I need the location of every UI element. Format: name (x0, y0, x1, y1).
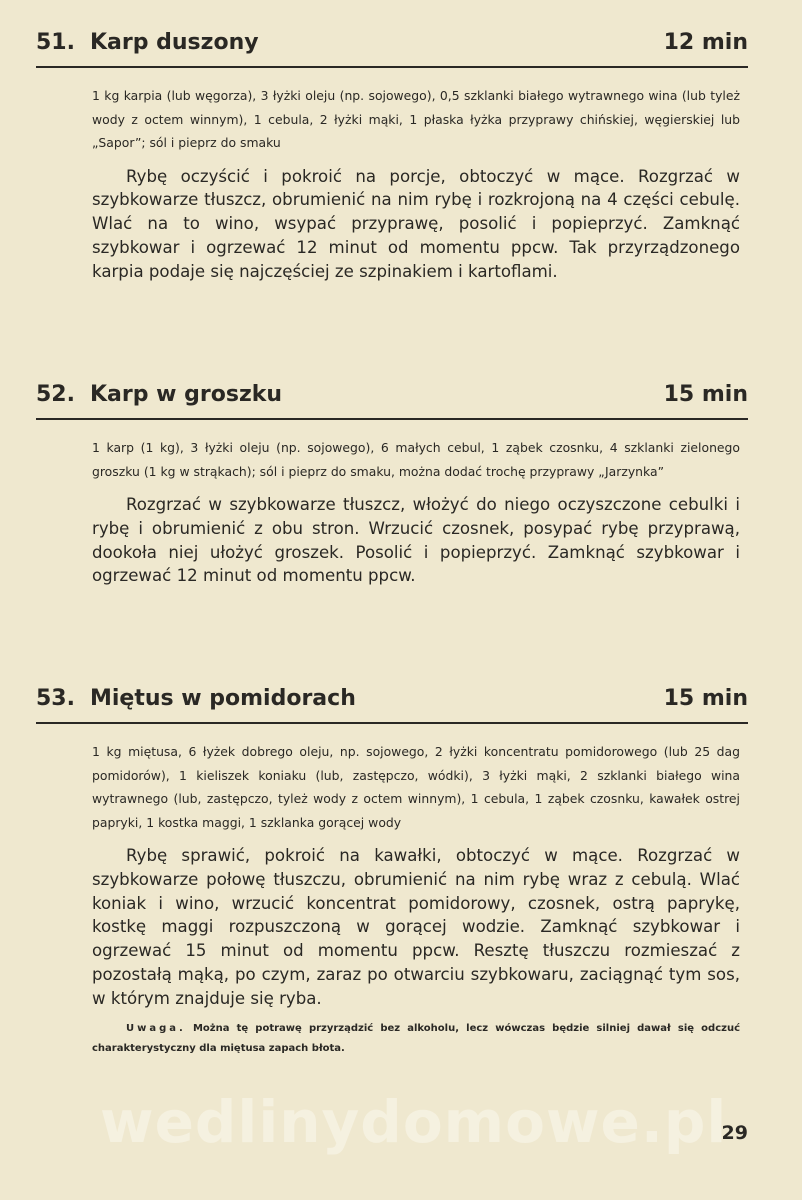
recipe-ingredients: 1 kg karpia (lub węgorza), 3 łyżki oleju (np. sojowego), 0,5 szklanki białego wytrawnego wina (lub tyleż wody z octem winnym), 1 cebula, 2 łyżki mąki, 1 płaska łyżka przyprawy chińskiej, węgierskiej lub „Sapor”; sól i pieprz do smaku (92, 88, 740, 150)
recipe-ingredients: 1 kg miętusa, 6 łyżek dobrego oleju, np. sojowego, 2 łyżki koncentratu pomidorowego (lub 25 dag pomidorów), 1 kieliszek koniaku (lub, zastępczo, wódki), 3 łyżki mąki, 2 szklanki białego wina wytrawnego (lub, zastępczo, tyleż wody z octem winnym), 1 cebula, 1 ząbek czosnku, kawałek ostrej papryki, 1 kostka maggi, 1 szklanka gorącej wody (92, 744, 740, 830)
recipe-title: Miętus w pomidorach (90, 686, 356, 711)
recipe-time: 15 min (663, 686, 748, 711)
recipe-note (92, 1019, 748, 1059)
page-number: 29 (721, 1122, 748, 1144)
recipe-number: 53. (36, 686, 75, 711)
recipe-time: 12 min (663, 30, 748, 55)
recipe-method: Rybę sprawić, pokroić na kawałki, obtoczyć w mące. Rozgrzać w szybkowarze połowę tłuszczu, obrumienić na nim rybę wraz z cebulą. Wlać koniak i wino, wrzucić koncentrat pomidorowy, czosnek, ostrą paprykę, kostkę maggi rozpuszczoną w gorącej wodzie. Zamknąć szybkowar i ogrzewać 15 minut od momentu ppcw. Resztę tłuszczu rozmieszać z pozostałą mąką, po czym, zaraz po otwarciu szybkowaru, zaciągnąć tym sos, w którym znajduje się ryba. (92, 846, 740, 1008)
note-text: Można tę potrawę przyrządzić bez alkoholu, lecz wówczas będzie silniej dawał się odczuć charakterystyczny dla miętusa zapach błota. (92, 1022, 740, 1054)
recipe-title: Karp duszony (90, 30, 259, 55)
recipe-51 (36, 30, 748, 283)
recipe-number: 51. (36, 30, 75, 55)
recipe-header (36, 382, 748, 420)
recipe-method: Rybę oczyścić i pokroić na porcje, obtoczyć w mące. Rozgrzać w szybkowarze tłuszcz, obrumienić na nim rybę i rozkrojoną na 4 części cebulę. Wlać na to wino, wsypać przyprawę, posolić i popieprzyć. Zamknąć szybkowar i ogrzewać 12 minut od momentu ppcw. Tak przyrządzonego karpia podaje się najczęściej ze szpinakiem i kartoflami. (92, 166, 740, 281)
note-label: Uwaga. (126, 1022, 186, 1034)
recipe-title: Karp w groszku (90, 382, 283, 407)
recipe-method: Rozgrzać w szybkowarze tłuszcz, włożyć do niego oczyszczone cebulki i rybę i obrumienić z obu stron. Wrzucić czosnek, posypać rybę przyprawą, dookoła niej ułożyć groszek. Posolić i popieprzyć. Zamknąć szybkowar i ogrzewać 12 minut od momentu ppcw. (92, 495, 740, 586)
recipe-52 (36, 382, 748, 588)
recipe-ingredients: 1 karp (1 kg), 3 łyżki oleju (np. sojowego), 6 małych cebul, 1 ząbek czosnku, 4 szklanki zielonego groszku (1 kg w strąkach); sól i pieprz do smaku, można dodać trochę przyprawy „Jarzynka” (92, 440, 740, 479)
recipe-header (36, 686, 748, 724)
recipe-time: 15 min (663, 382, 748, 407)
recipe-53 (36, 686, 748, 1059)
recipe-number: 52. (36, 382, 75, 407)
recipe-header (36, 30, 748, 68)
watermark: wedlinydomowe.pl (100, 1088, 728, 1156)
